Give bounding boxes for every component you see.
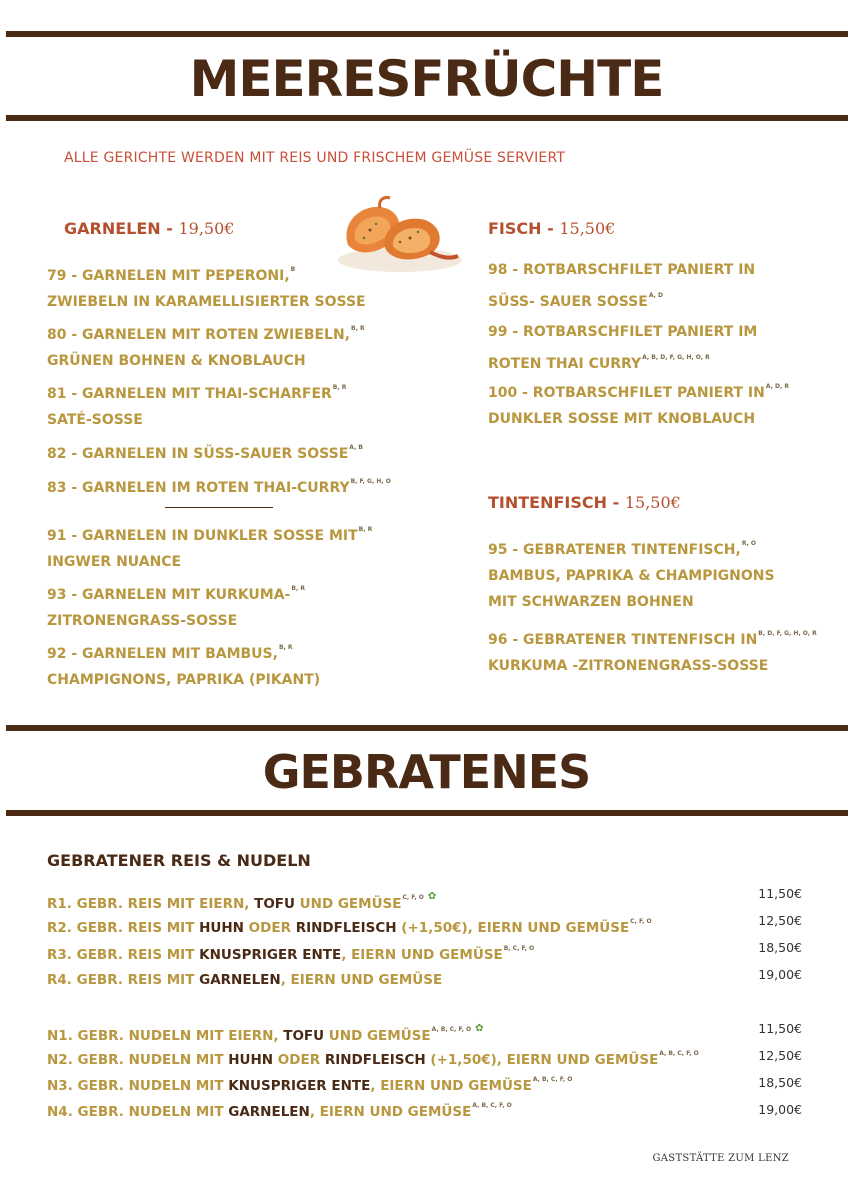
allergen-codes: A, D [648,292,663,299]
menu-item-100: 100 - ROTBARSCHFILET PANIERT $IN^{A, D, R}$ DUNKLER SOSSE MIT KNOBLAUCH [488,383,789,427]
menu-item-79: 79 - GARNELEN MIT PEPERONI,$^B$ ZWIEBELN IN KARAMELLISIERTER SOSSE [47,266,366,310]
menu-item-81: 81 - GARNELEN MIT THAI-$SCHARFER^{B, R}$ SATÉ-SOSSE [47,384,347,428]
allergen-codes: B, R [278,644,293,651]
allergen-codes: A, B, C, F, O [472,1102,512,1109]
allergen-codes: B, R [358,526,373,533]
menu-item-91: 91 - GARNELEN IN DUNKLER SOSSE $MIT^{B, R}$ INGWER NUANCE [47,526,373,570]
dish-price: 19,00€ [758,1102,802,1117]
allergen-codes: B, F, G, H, O [350,478,391,485]
allergen-codes: R, O [741,540,757,547]
category-price: 15,50€ [559,219,616,238]
menu-item-95: 95 - GEBRATENER TINTENFISCH,$^{R, O}$ BAMBUS, PAPRIKA & CHAMPIGNONS MIT SCHWARZEN BOHNEN [488,540,775,610]
menu-item-80: 80 - GARNELEN MIT ROTEN ZWIEBELN,$^{B, R}$ GRÜNEN BOHNEN & KNOBLAUCH [47,325,365,369]
menu-item-82: 82 - GARNELEN IN SÜSS-SAUER $SOSSE^{A, B}$ [47,444,363,462]
allergen-codes: A, B, C, F, O [532,1076,573,1083]
dish-price: 11,50€ [758,1021,802,1036]
dish-r2: R2. GEBR. REIS MIT HUHN ODER RINDFLEISCH (+1,50€), EIERN UND $GEMÜSE^{C, F, O}$ [47,918,652,936]
dish-price: 12,50€ [758,913,802,928]
fried-title: GEBRATENES [262,745,591,799]
allergen-codes: C, F, O [402,894,424,901]
divider [165,507,273,508]
dish-r3: R3. GEBR. REIS MIT KNUSPRIGER ENTE, EIERN UND $GEMÜSE^{B, C, F, O}$ [47,945,535,963]
allergen-codes: B, R [351,325,365,332]
allergen-codes: A, B, C, F, O [659,1050,699,1057]
allergen-codes: B, R [332,384,347,391]
group-title: GEBRATENER REIS & NUDELN [47,851,311,870]
seafood-subtitle: ALLE GERICHTE WERDEN MIT REIS UND FRISCHEM GEMÜSE SERVIERT [64,150,566,166]
fried-title-underline [6,810,848,816]
menu-item-96: 96 - GEBRATENER TINTENFISCH $IN^{B, D, F, G, H, O, R}$ KURKUMA -ZITRONENGRASS-SOSSE [488,630,817,674]
seafood-title-underline [6,115,848,121]
category-price: 19,50€ [178,219,235,238]
allergen-codes: A, B [349,444,363,451]
allergen-codes: A, B, C, F, O [431,1026,472,1033]
category-garnelen [64,219,234,238]
allergen-codes: B [290,266,296,273]
dish-n1: N1. GEBR. NUDELN MIT EIERN, TOFU UND $GEMÜSE^{A, B, C, F, O}$ ✿ [47,1023,484,1044]
leaf-icon: ✿ [427,891,437,902]
dish-price: 18,50€ [758,1075,802,1090]
category-tintenfisch [488,493,681,512]
category-price: 15,50€ [624,493,681,512]
dish-price: 18,50€ [758,940,802,955]
leaf-icon: ✿ [475,1023,484,1034]
category-name: FISCH - [488,219,554,238]
menu-item-93: 93 - GARNELEN MIT KURKUMA-$^{B, R}$ ZITRONENGRASS-SOSSE [47,585,305,629]
top-rule [6,31,848,37]
dish-r1: R1. GEBR. REIS MIT EIERN, TOFU UND $GEMÜSE^{C, F, O}$ ✿ [47,891,437,912]
allergen-codes: B, D, F, G, H, O, R [758,630,817,637]
fried-title-overline [6,725,848,731]
dish-n4: N4. GEBR. NUDELN MIT GARNELEN, EIERN UND $GEMÜSE^{A, B, C, F, O}$ [47,1102,512,1120]
menu-item-99: 99 - ROTBARSCHFILET PANIERT IM ROTEN THAI $CURRY^{A, B, D, F, G, H, O, R}$ [488,324,758,372]
menu-item-83: 83 - GARNELEN IM ROTEN THAI-$CURRY^{B, F, G, H, O}$ [47,478,391,496]
dish-n2: N2. GEBR. NUDELN MIT HUHN ODER RINDFLEISCH (+1,50€), EIERN UND $GEMÜSE^{A, B, C, F, O}$ [47,1050,699,1068]
allergen-codes: C, F, O [630,918,652,925]
allergen-codes: B, C, F, O [503,945,535,952]
allergen-codes: A, D, R [765,383,789,390]
dish-price: 12,50€ [758,1048,802,1063]
dish-n3: N3. GEBR. NUDELN MIT KNUSPRIGER ENTE, EIERN UND $GEMÜSE^{A, B, C, F, O}$ [47,1076,573,1094]
dish-r4: R4. GEBR. REIS MIT GARNELEN, EIERN UND GEMÜSE [47,972,443,988]
category-fisch [488,219,615,238]
dish-price: 19,00€ [758,967,802,982]
category-name: TINTENFISCH - [488,493,620,512]
seafood-title: MEERESFRÜCHTE [189,50,664,108]
category-name: GARNELEN - [64,219,173,238]
restaurant-name: GASTSTÄTTE ZUM LENZ [652,1153,789,1164]
menu-item-98: 98 - ROTBARSCHFILET PANIERT IN SÜSS- SAUER $SOSSE^{A, D}$ [488,262,756,310]
allergen-codes: B, R [291,585,305,592]
allergen-codes: A, B, D, F, G, H, O, R [642,354,710,361]
dish-price: 11,50€ [758,886,802,901]
menu-item-92: 92 - GARNELEN MIT BAMBUS,$^{B, R}$ CHAMPIGNONS, PAPRIKA (PIKANT) [47,644,321,688]
